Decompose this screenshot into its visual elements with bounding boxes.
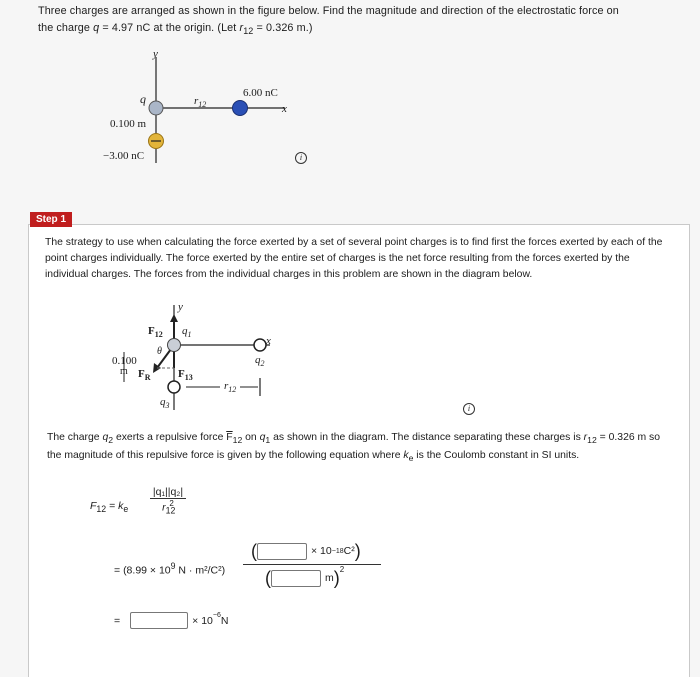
- fd-m-label: m: [120, 366, 128, 377]
- fd-x-label: x: [266, 335, 271, 347]
- q3-label: $q_3$: [160, 396, 170, 411]
- result-input[interactable]: [130, 612, 188, 629]
- equation-result: = × 10 $^{-6}$ N: [114, 612, 228, 629]
- charge-6nC: [233, 101, 248, 116]
- info-icon[interactable]: i: [295, 152, 307, 164]
- fraction-denominator: $r_{12}^2$: [162, 499, 176, 516]
- equation-fraction: [150, 486, 186, 516]
- fd-distance-label: 0.100: [112, 355, 137, 367]
- fraction-numerator: |q₁||q₂|: [152, 486, 184, 498]
- y-axis-label: y: [153, 48, 158, 60]
- force-explanation-paragraph: The charge $q_2$ exerts a repulsive force $\overline{F}_{12}$ on $q_1$ as shown in the diagram. The distance separating these charges is $r_{12} = 0.326$ m so the magnitude of this repulsive force is given by the following equation where $k_e$ is the Coulomb constant in SI units.: [47, 432, 661, 464]
- substitution-numerator: ( × 10 −18 C² ): [251, 540, 361, 561]
- problem-figure: [60, 45, 360, 175]
- info-icon-2[interactable]: i: [463, 403, 475, 415]
- strategy-paragraph: The strategy to use when calculating the force exerted by a set of several point charges is to find first the forces exerted by each of the point charges individually. The force exerted by the entire set of charges is the net force resulting from the forces exerted by the individual charges. The forces from the individual charges in this problem are shown in the diagram below.: [45, 237, 663, 280]
- charge3-label: −3.00 nC: [103, 150, 145, 162]
- substitution-fraction: [251, 538, 381, 591]
- charge2-label: 6.00 nC: [243, 87, 278, 99]
- q3-charge: [168, 381, 180, 393]
- theta-label: θ: [157, 346, 162, 357]
- step-badge: Step 1: [30, 212, 72, 227]
- fd-r12-label: $r_{12}$: [224, 380, 237, 395]
- q1-label: $q_1$: [182, 325, 192, 340]
- charge-q-origin: [149, 101, 163, 115]
- f12-label: $F_{12}$: [148, 325, 163, 340]
- equation-lhs: $F_{12} = k_e$: [90, 500, 129, 515]
- fr-label: $F_R$: [138, 368, 151, 383]
- x-axis-label: x: [282, 103, 287, 115]
- denominator-input[interactable]: [271, 570, 321, 587]
- distance-label: 0.100 m: [110, 118, 147, 130]
- q1-charge: [168, 339, 181, 352]
- problem-statement: [38, 3, 688, 40]
- f13-label: $F_{13}$: [178, 368, 193, 383]
- problem-line-2: the charge q = 4.97 nC at the origin. (Let $r_{12} = 0.326$ m.): [38, 22, 313, 37]
- r12-label: $r_{12}$: [194, 95, 207, 110]
- numerator-input[interactable]: [257, 543, 307, 560]
- q2-charge: [254, 339, 266, 351]
- f12-arrowhead: [170, 314, 178, 322]
- fd-y-label: y: [178, 301, 183, 313]
- problem-line-1: Three charges are arranged as shown in the figure below. Find the magnitude and direction of the electrostatic force on: [38, 5, 619, 17]
- force-diagram: [100, 300, 320, 420]
- q2-label: $q_2$: [255, 354, 265, 369]
- q-label: q: [140, 92, 146, 106]
- equation-constant: = ($8.99 \times 10^9$ N · m²/C²): [114, 561, 226, 577]
- substitution-denominator: ( m ) $^2$: [265, 565, 345, 588]
